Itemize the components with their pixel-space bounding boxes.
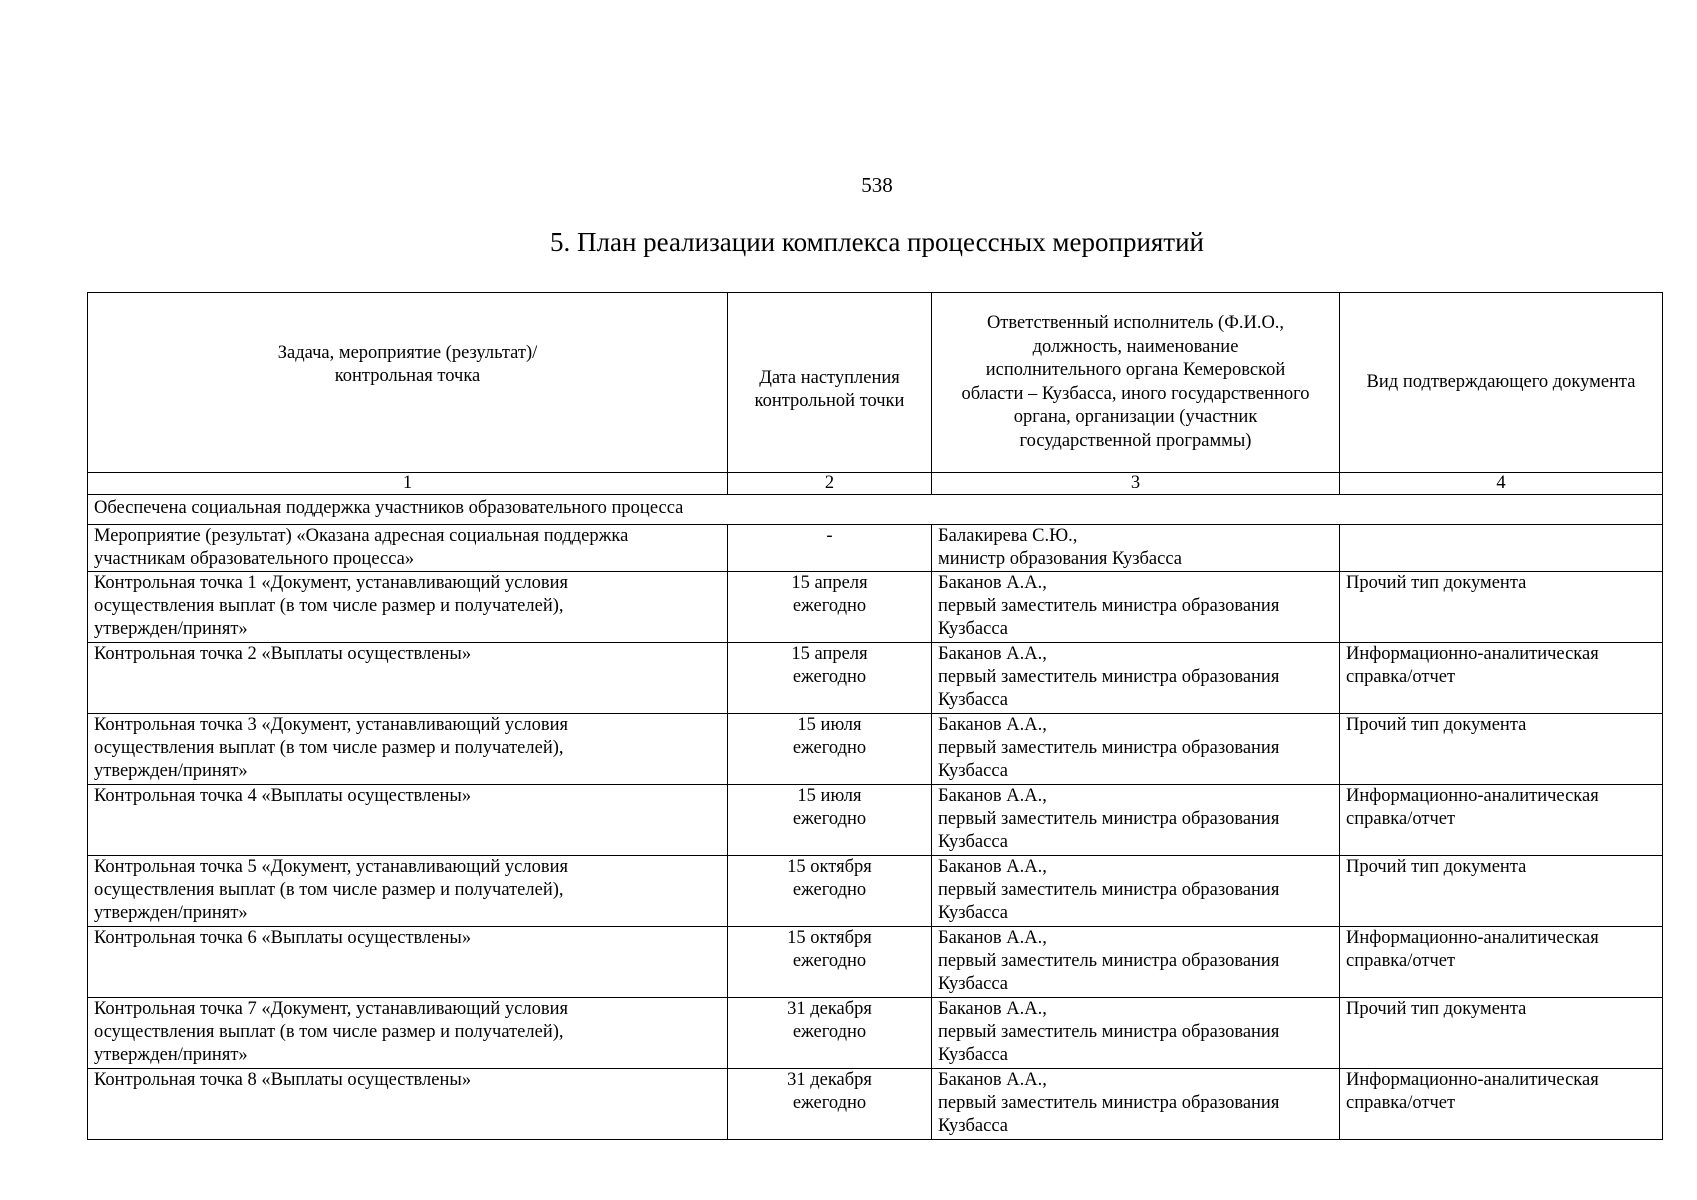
column-number: 4	[1340, 473, 1663, 495]
row-responsible: Баканов А.А., первый заместитель министра образования Кузбасса	[932, 572, 1340, 643]
row-task: Контрольная точка 1 «Документ, устанавливающий условия осуществления выплат (в том числе размер и получателей), утвержден/принят»	[88, 572, 728, 643]
page-number: 538	[861, 173, 893, 197]
row-date: 31 декабря ежегодно	[728, 1069, 932, 1140]
row-task: Контрольная точка 6 «Выплаты осуществлены»	[88, 927, 728, 998]
row-responsible: Баканов А.А., первый заместитель министра образования Кузбасса	[932, 643, 1340, 714]
table-row	[88, 927, 1663, 998]
table-row	[88, 1069, 1663, 1140]
row-task: Контрольная точка 7 «Документ, устанавливающий условия осуществления выплат (в том числе размер и получателей), утвержден/принят»	[88, 998, 728, 1069]
table-row	[88, 572, 1663, 643]
table-row	[88, 714, 1663, 785]
row-task: Контрольная точка 2 «Выплаты осуществлены»	[88, 643, 728, 714]
page-title: 5. План реализации комплекса процессных мероприятий	[549, 227, 1205, 257]
row-date: 15 июля ежегодно	[728, 714, 932, 785]
row-responsible: Баканов А.А., первый заместитель министра образования Кузбасса	[932, 714, 1340, 785]
row-responsible: Баканов А.А., первый заместитель министра образования Кузбасса	[932, 998, 1340, 1069]
table-row	[88, 998, 1663, 1069]
row-responsible: Баканов А.А., первый заместитель министра образования Кузбасса	[932, 856, 1340, 927]
row-responsible: Баканов А.А., первый заместитель министра образования Кузбасса	[932, 1069, 1340, 1140]
row-document: Прочий тип документа	[1340, 572, 1663, 643]
column-number: 3	[932, 473, 1340, 495]
section-title: Обеспечена социальная поддержка участников образовательного процесса	[88, 495, 1663, 525]
measure-task: Мероприятие (результат) «Оказана адресная социальная поддержка участникам образовательного процесса»	[88, 525, 728, 572]
row-document: Прочий тип документа	[1340, 856, 1663, 927]
measure-date: -	[728, 525, 932, 572]
table-row	[88, 856, 1663, 927]
row-date: 15 апреля ежегодно	[728, 643, 932, 714]
row-document: Прочий тип документа	[1340, 998, 1663, 1069]
row-date: 15 октября ежегодно	[728, 927, 932, 998]
row-document: Информационно-аналитическая справка/отчет	[1340, 927, 1663, 998]
row-document: Информационно-аналитическая справка/отчет	[1340, 643, 1663, 714]
row-responsible: Баканов А.А., первый заместитель министра образования Кузбасса	[932, 927, 1340, 998]
table-row	[88, 643, 1663, 714]
plan-table	[87, 292, 1663, 1140]
column-number: 2	[728, 473, 932, 495]
row-document: Информационно-аналитическая справка/отчет	[1340, 1069, 1663, 1140]
row-date: 15 октября ежегодно	[728, 856, 932, 927]
row-responsible: Баканов А.А., первый заместитель министра образования Кузбасса	[932, 785, 1340, 856]
measure-document	[1340, 525, 1663, 572]
header-responsible: Ответственный исполнитель (Ф.И.О., должность, наименование исполнительного органа Кемеровской области – Кузбасса, иного государственного органа, организации (участник государственной программы)	[932, 293, 1340, 473]
row-date: 31 декабря ежегодно	[728, 998, 932, 1069]
row-document: Прочий тип документа	[1340, 714, 1663, 785]
table-row	[88, 785, 1663, 856]
header-date: Дата наступления контрольной точки	[728, 293, 932, 473]
header-document-type: Вид подтверждающего документа	[1340, 293, 1663, 473]
column-number-row	[88, 473, 1663, 495]
column-number: 1	[88, 473, 728, 495]
measure-row	[88, 525, 1663, 572]
measure-responsible: Балакирева С.Ю., министр образования Кузбасса	[932, 525, 1340, 572]
row-task: Контрольная точка 4 «Выплаты осуществлены»	[88, 785, 728, 856]
section-row	[88, 495, 1663, 525]
header-task: Задача, мероприятие (результат)/ контрольная точка	[88, 293, 728, 473]
row-document: Информационно-аналитическая справка/отчет	[1340, 785, 1663, 856]
row-date: 15 июля ежегодно	[728, 785, 932, 856]
row-task: Контрольная точка 3 «Документ, устанавливающий условия осуществления выплат (в том числе размер и получателей), утвержден/принят»	[88, 714, 728, 785]
row-task: Контрольная точка 8 «Выплаты осуществлены»	[88, 1069, 728, 1140]
row-task: Контрольная точка 5 «Документ, устанавливающий условия осуществления выплат (в том числе размер и получателей), утвержден/принят»	[88, 856, 728, 927]
row-date: 15 апреля ежегодно	[728, 572, 932, 643]
table-header-row	[88, 293, 1663, 473]
